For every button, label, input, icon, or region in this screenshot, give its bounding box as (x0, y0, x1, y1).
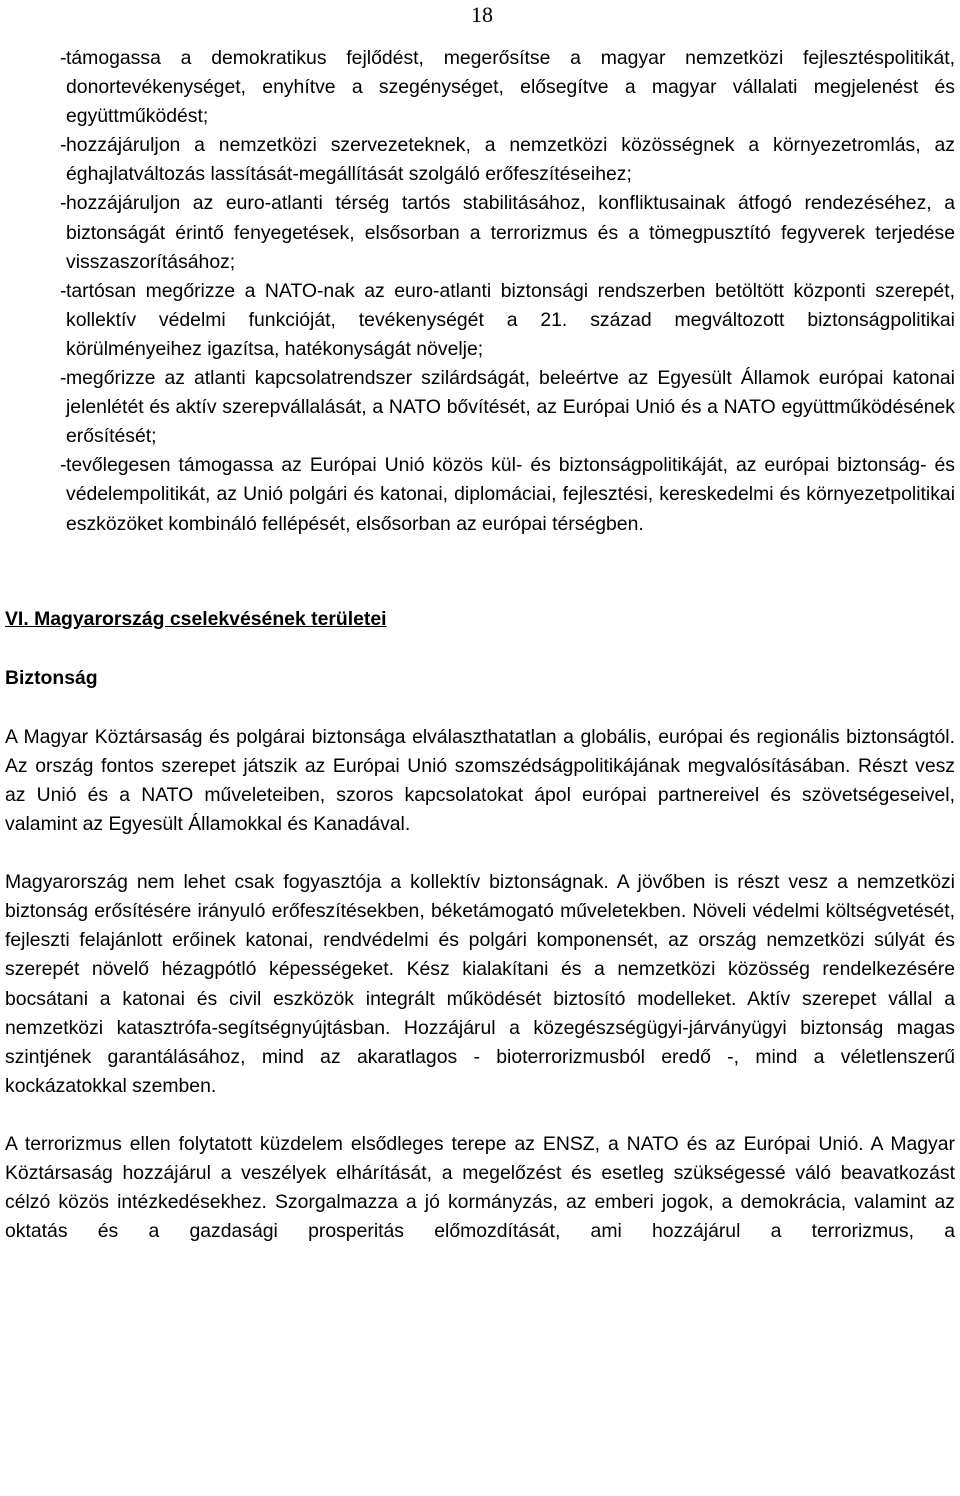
sub-heading: Biztonság (5, 666, 98, 689)
bullet-dash: - (60, 47, 67, 69)
paragraph: Magyarország nem lehet csak fogyasztója a kollektív biztonságnak. A jövőben is részt vesz a nemzetközi biztonság erősítésére irányuló erőfeszítésekben, béketámogató műveletekben. Növeli védelmi költségvetését, fejleszti felajánlott erőinek katonai, rendvédelmi és polgári komponensét, az ország nemzetközi súlyát és szerepét növelő hézagpótló képességeket. Kész kialakítani és a nemzetközi közösség rendelkezésére bocsátani a katonai és civil eszközök integrált működését biztosító modelleket. Aktív szerepet vállal a nemzetközi katasztrófa-segítségnyújtásban. Hozzájárul a közegészségügyi-járványügyi biztonság magas szintjének garantálásához, mind az akaratlagos - bioterrorizmusból eredő -, mind a véletlenszerű kockázatokkal szemben. (5, 871, 955, 1097)
list-item (5, 189, 955, 276)
bullet-dash: - (60, 454, 67, 477)
page-content (5, 44, 955, 1246)
bullet-dash: - (60, 192, 67, 215)
list-item-text: hozzájáruljon az euro-atlanti térség tartós stabilitásához, konfliktusainak átfogó rendezéséhez, a biztonságát érintő fenyegetések, elsősorban a terrorizmus és a tömegpusztító fegyverek terjedése visszaszorításához; (66, 192, 955, 273)
paragraph: A Magyar Köztársaság és polgárai biztonsága elválaszthatatlan a globális, európai és regionális biztonságtól. Az ország fontos szerepet játszik az Európai Unió szomszédságpolitikájának megvalósításában. Részt vesz az Unió és a NATO műveleteiben, szoros kapcsolatokat ápol európai partnereivel és szövetségeseivel, valamint az Egyesült Államokkal és Kanadával. (5, 725, 955, 836)
page-number: 18 (471, 2, 493, 27)
list-item-text: hozzájáruljon a nemzetközi szervezeteknek, a nemzetközi közösségnek a környezetromlás, az éghajlatváltozás lassítását-megállítását szolgáló erőfeszítéseihez; (66, 134, 955, 186)
list-item (5, 451, 955, 538)
list-item-text: támogassa a demokratikus fejlődést, megerősítse a magyar nemzetközi fejlesztéspolitikát, donortevékenységet, enyhítve a szegénységet, elősegítve a magyar vállalati megjelenést és együttműködést; (66, 47, 955, 128)
objectives-list (5, 44, 955, 539)
bullet-dash: - (60, 279, 67, 302)
list-item-text: megőrizze az atlanti kapcsolatrendszer szilárdságát, beleértve az Egyesült Államok európai katonai jelenlétét és aktív szerepvállalását, a NATO bővítését, az Európai Unió és a NATO együttműködésének erősítését; (66, 367, 955, 448)
section-heading: VI. Magyarország cselekvésének területei (5, 607, 387, 630)
list-item-text: tevőlegesen támogassa az Európai Unió közös kül- és biztonságpolitikáját, az európai biztonság- és védelempolitikát, az Unió polgári és katonai, diplomáciai, fejlesztési, kereskedelmi és környezetpolitikai eszközöket kombináló fellépését, elsősorban az európai térségben. (66, 454, 955, 535)
list-item (5, 131, 955, 189)
paragraph: A terrorizmus ellen folytatott küzdelem elsődleges terepe az ENSZ, a NATO és az Európai Unió. A Magyar Köztársaság hozzájárul a veszélyek elhárítását, a megelőzést és esetleg szükségessé váló beavatkozást célzó közös intézkedésekhez. Szorgalmazza a jó kormányzás, az emberi jogok, a demokrácia, valamint az oktatás és a gazdasági prosperitás előmozdítását, ami hozzájárul a terrorizmus, a (5, 1132, 955, 1243)
list-item (5, 44, 955, 131)
list-item (5, 277, 955, 364)
list-item (5, 364, 955, 451)
bullet-dash: - (60, 134, 67, 157)
list-item-text: tartósan megőrizze a NATO-nak az euro-atlanti biztonsági rendszerben betöltött központi szerepét, kollektív védelmi funkcióját, tevékenységét a 21. század megváltozott biztonságpolitikai körülményeihez igazítsa, hatékonyságát növelje; (66, 279, 955, 360)
bullet-dash: - (60, 367, 67, 390)
